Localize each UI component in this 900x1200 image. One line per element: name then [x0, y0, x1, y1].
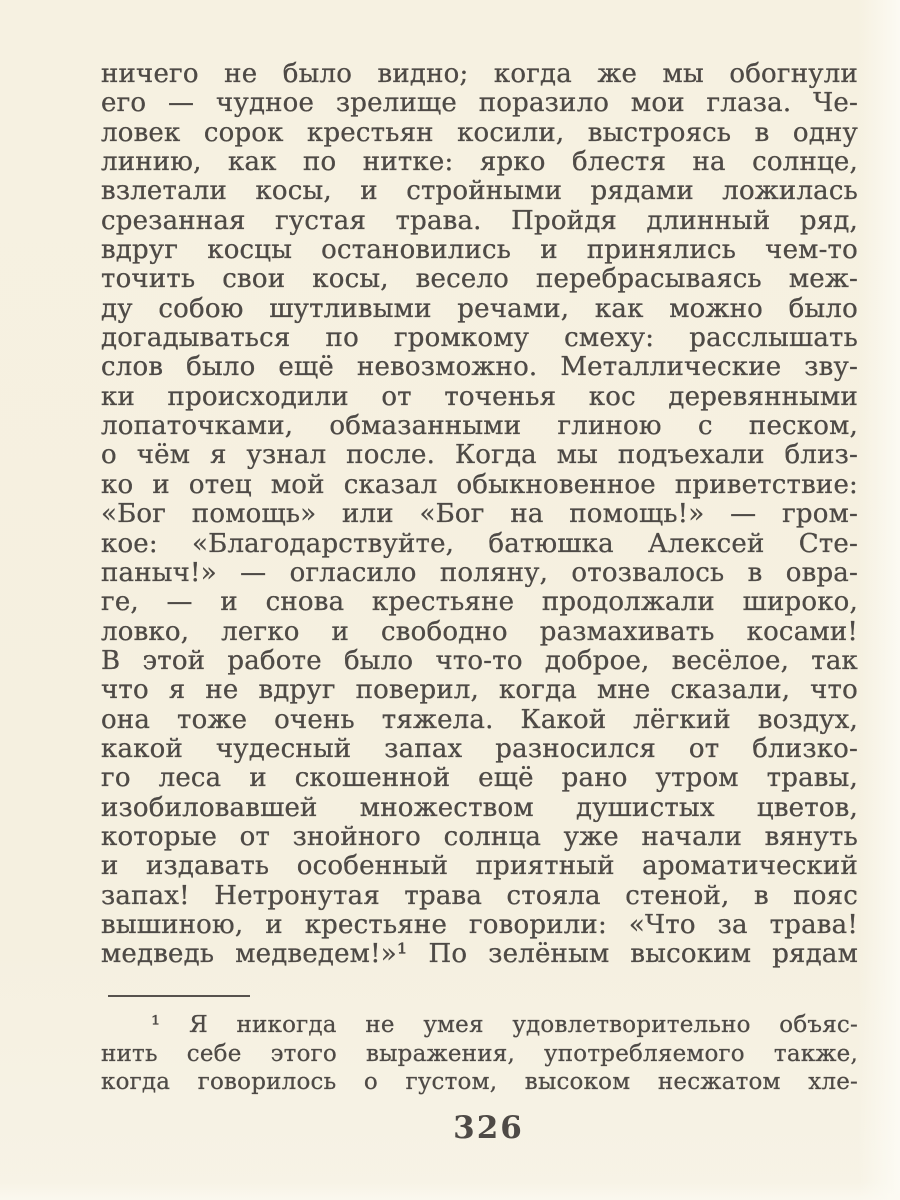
- page-bottom-highlight: [0, 1182, 900, 1200]
- footnote-line: когда говорилось о густом, высоком несжатом хле-: [101, 1069, 858, 1095]
- footnote-line: ¹ Я никогда не умея удовлетворительно объяс-: [151, 1012, 858, 1038]
- text-line: медведь медведем!»¹ По зелёным высоким рядам: [101, 939, 858, 970]
- text-line: ки происходили от точенья кос деревянными: [101, 381, 858, 412]
- text-line: догадываться по громкому смеху: расслышать: [101, 323, 858, 354]
- text-line: вдруг косцы остановились и принялись чем-то: [101, 235, 858, 266]
- text-line: она тоже очень тяжела. Какой лёгкий воздух,: [101, 704, 858, 735]
- body-text: [101, 60, 858, 970]
- text-line: взлетали косы, и стройными рядами ложилась: [101, 176, 858, 207]
- text-line: «Бог помощь» или «Бог на помощь!» — гром-: [101, 499, 858, 530]
- footnote-line: нить себе этого выражения, употребляемого также,: [101, 1040, 858, 1067]
- text-line: ду собою шутливыми речами, как можно было: [101, 293, 858, 324]
- text-line: слов было ещё невозможно. Металлические зву-: [101, 352, 858, 383]
- text-line: ничего не было видно; когда же мы обогнули: [101, 59, 858, 89]
- text-line: точить свои косы, весело перебрасываясь меж-: [101, 264, 858, 295]
- text-line: запах! Нетронутая трава стояла стеной, в пояс: [101, 880, 858, 911]
- text-line: линию, как по нитке: ярко блестя на солнце,: [101, 147, 858, 178]
- text-line: вышиною, и крестьяне говорили: «Что за трава!: [101, 909, 858, 940]
- text-line: ге, — и снова крестьяне продолжали широко,: [101, 587, 858, 618]
- footnote: [101, 1011, 858, 1097]
- text-line: его — чудное зрелище поразило мои глаза. Че-: [101, 88, 858, 119]
- page-edge-highlight: [858, 0, 900, 1200]
- text-line: о чём я узнал после. Когда мы подъехали близ-: [101, 440, 858, 471]
- text-line: ловек сорок крестьян косили, выстроясь в одну: [101, 117, 858, 148]
- text-line: и издавать особенный приятный ароматический: [101, 851, 858, 882]
- text-line: В этой работе было что-то доброе, весёлое, так: [101, 645, 858, 676]
- text-line: паныч!» — огласило поляну, отозвалось в овра-: [101, 557, 858, 588]
- text-line: которые от знойного солнца уже начали вянуть: [101, 821, 858, 852]
- text-line: что я не вдруг поверил, когда мне сказали, что: [101, 675, 858, 706]
- text-line: ловко, легко и свободно размахивать косами!: [101, 616, 858, 647]
- text-line: какой чудесный запах разносился от близко-: [101, 733, 858, 764]
- text-line: срезанная густая трава. Пройдя длинный ряд,: [101, 205, 858, 236]
- footnote-separator: [108, 995, 250, 997]
- page-number: 326: [453, 1110, 524, 1146]
- text-line: изобиловавшей множеством душистых цветов,: [101, 792, 858, 823]
- text-line: кое: «Благодарствуйте, батюшка Алексей Сте-: [101, 528, 858, 559]
- text-line: лопаточками, обмазанными глиною с песком,: [101, 411, 858, 442]
- text-line: го леса и скошенной ещё рано утром травы,: [101, 763, 858, 794]
- text-line: ко и отец мой сказал обыкновенное приветствие:: [101, 469, 858, 500]
